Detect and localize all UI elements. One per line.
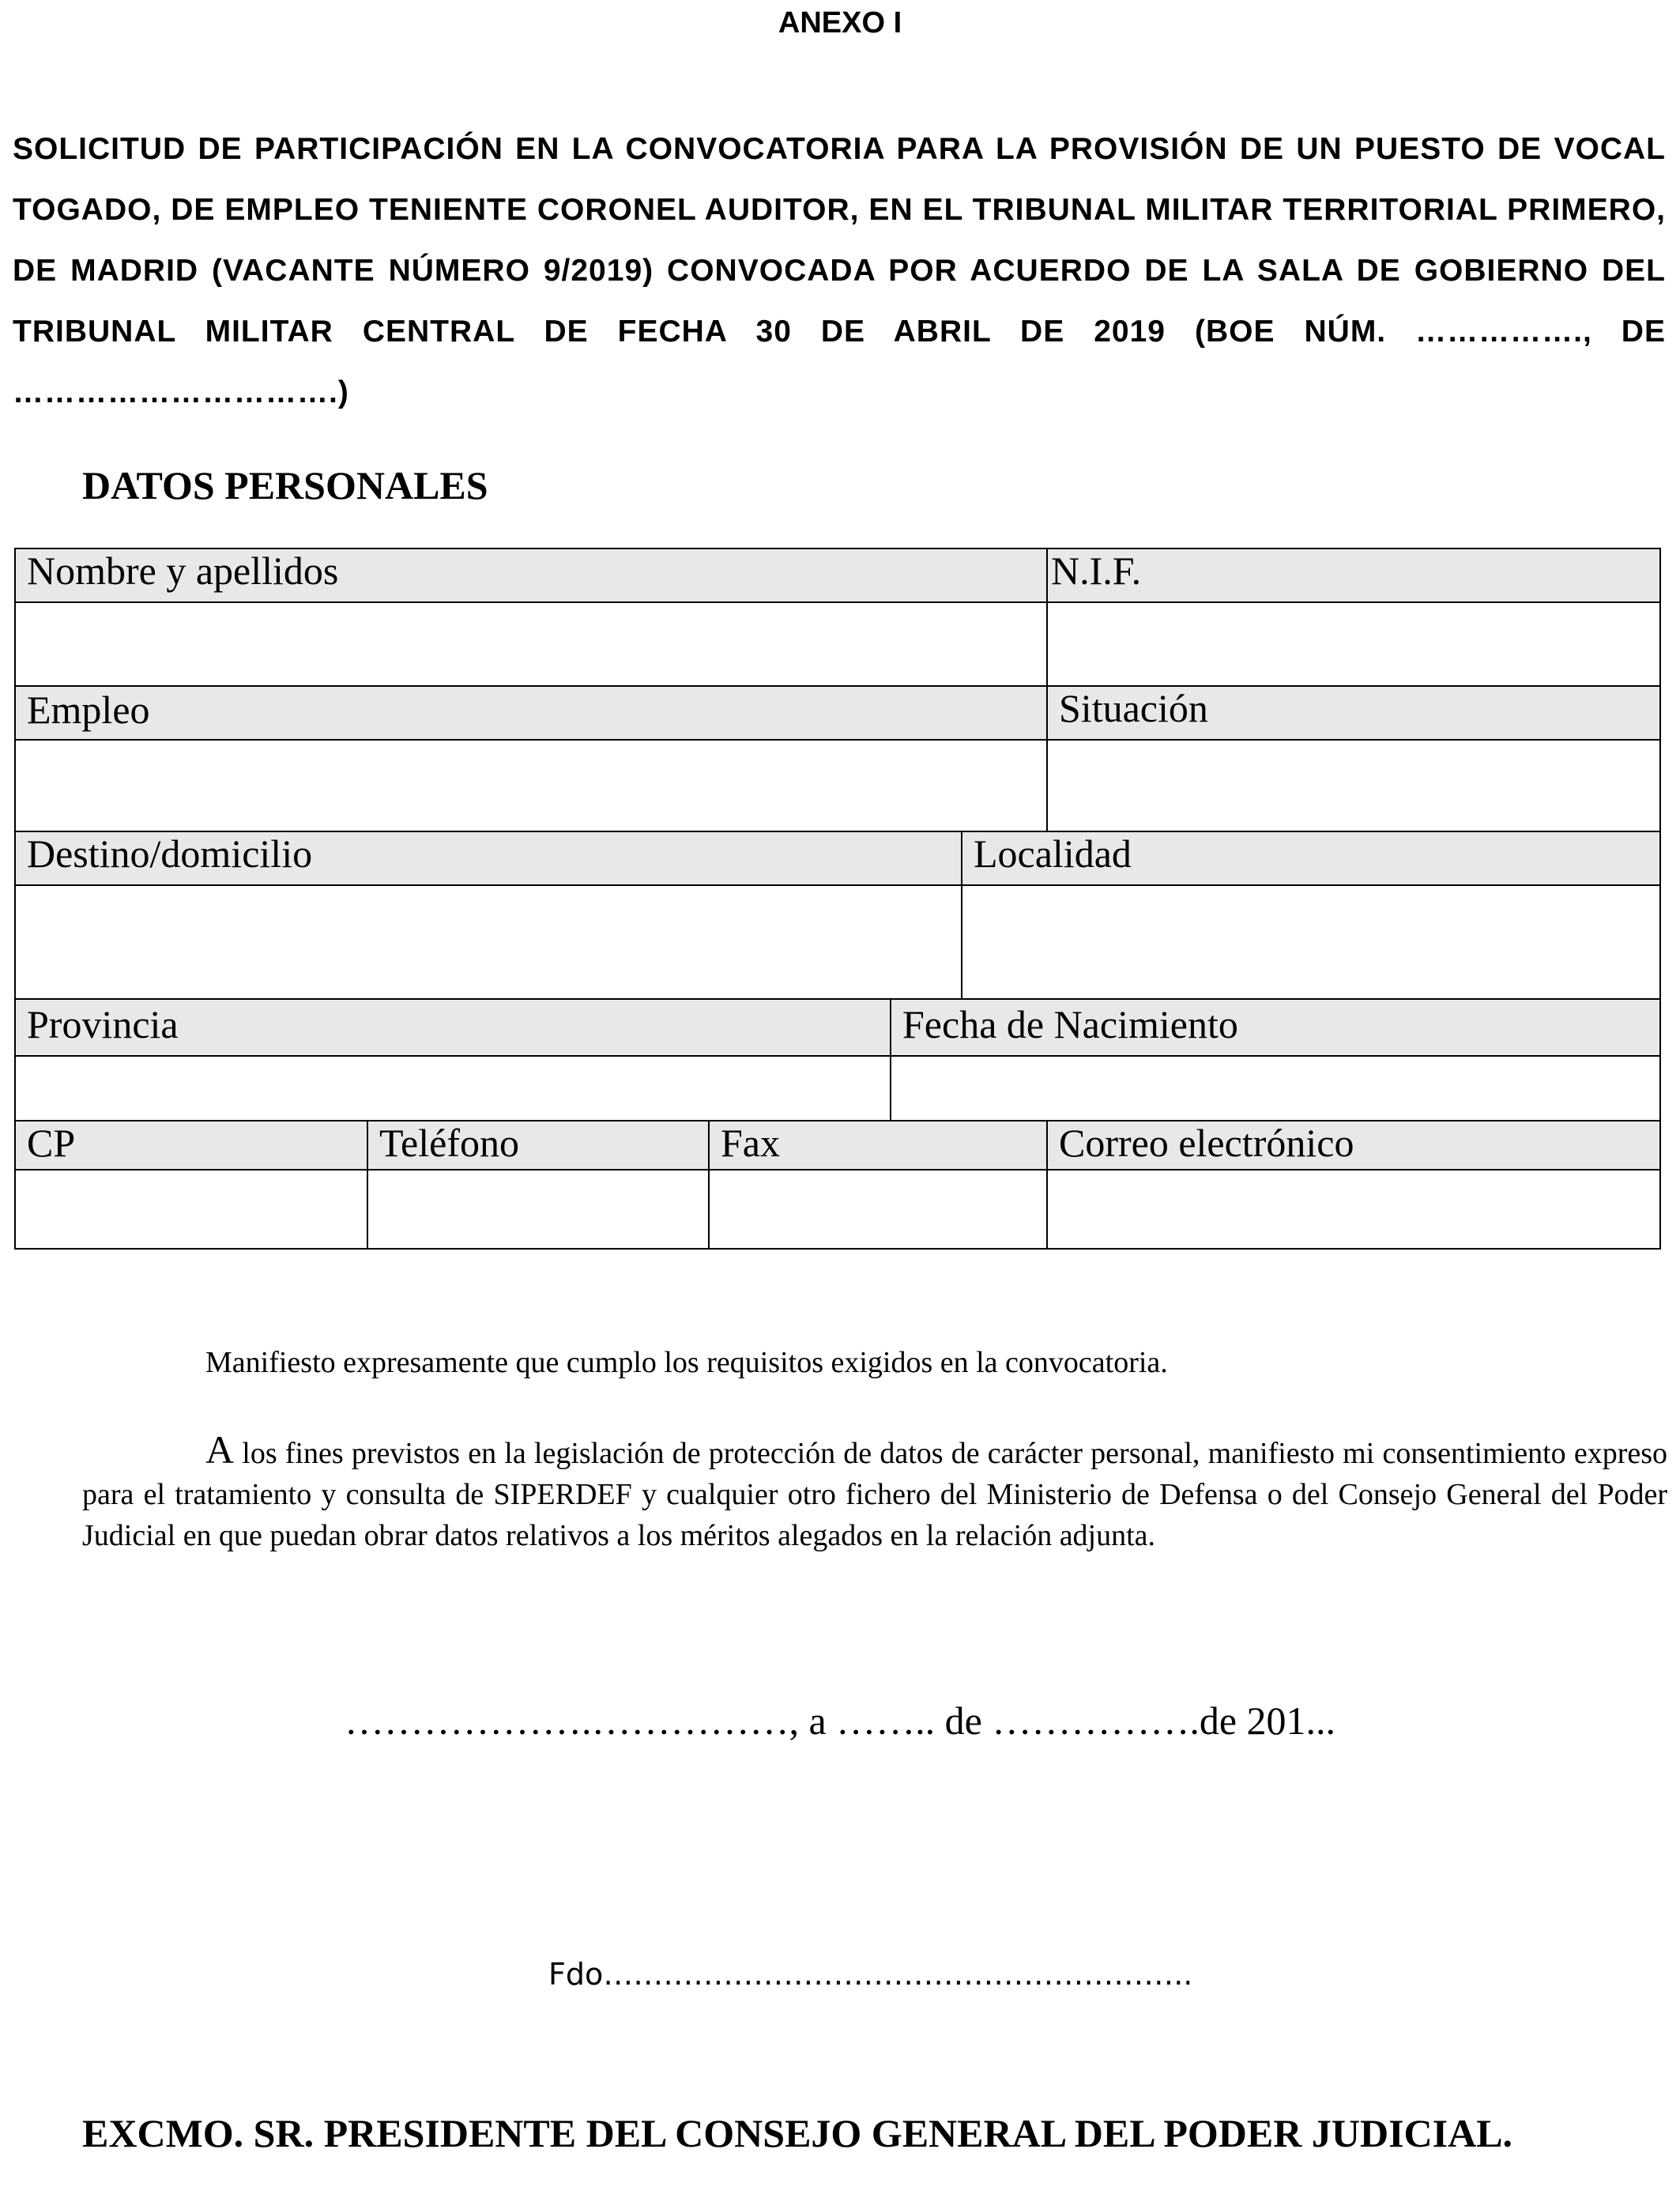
data-consent-statement xyxy=(82,1429,1667,1556)
addressee: EXCMO. SR. PRESIDENTE DEL CONSEJO GENERAL DEL PODER JUDICIAL. xyxy=(82,2111,1513,2155)
input-empleo[interactable] xyxy=(14,739,1048,832)
label-empleo: Empleo xyxy=(14,685,1048,741)
annex-title: ANEXO I xyxy=(778,6,902,40)
label-fecha-nacimiento: Fecha de Nacimiento xyxy=(890,998,1661,1057)
input-destino[interactable] xyxy=(14,884,962,1000)
personal-data-form xyxy=(14,548,1661,1250)
input-telefono[interactable] xyxy=(367,1169,710,1250)
label-cp: CP xyxy=(14,1120,368,1171)
consent-initial: A xyxy=(205,1427,235,1472)
input-nif[interactable] xyxy=(1046,601,1661,687)
input-fax[interactable] xyxy=(708,1169,1048,1250)
input-cp[interactable] xyxy=(14,1169,368,1250)
label-nif: N.I.F. xyxy=(1046,548,1661,603)
input-localidad[interactable] xyxy=(961,884,1661,1000)
input-correo[interactable] xyxy=(1046,1169,1661,1250)
label-provincia: Provincia xyxy=(14,998,891,1057)
label-nombre: Nombre y apellidos xyxy=(14,548,1048,603)
place-date-line: ……………….……………, a …….. de …………….de 201... xyxy=(344,1698,1336,1743)
label-destino: Destino/domicilio xyxy=(14,831,962,886)
consent-text: los fines previstos en la legislación de protección de datos de carácter personal, manifiesto mi consentimiento expreso para el tratamiento y consulta de SIPERDEF y cualquier otro fichero del Ministerio de Defensa o del Consejo General del Poder Judicial en que puedan obrar datos relativos a los méritos alegados en la relación adjunta. xyxy=(82,1437,1667,1552)
input-nombre[interactable] xyxy=(14,601,1048,687)
signature-line: Fdo………………………………………………….. xyxy=(548,1957,1193,1992)
application-heading: SOLICITUD DE PARTICIPACIÓN EN LA CONVOCATORIA PARA LA PROVISIÓN DE UN PUESTO DE VOCAL TOGADO, DE EMPLEO TENIENTE CORONEL AUDITOR, EN EL TRIBUNAL MILITAR TERRITORIAL PRIMERO, DE MADRID (VACANTE NÚMERO 9/2019) CONVOCADA POR ACUERDO DE LA SALA DE GOBIERNO DEL TRIBUNAL MILITAR CENTRAL DE FECHA 30 DE ABRIL DE 2019 (BOE NÚM. ……………., DE ………………………….) xyxy=(13,132,1666,409)
requirements-statement: Manifiesto expresamente que cumplo los requisitos exigidos en la convocatoria. xyxy=(205,1346,1168,1379)
input-provincia[interactable] xyxy=(14,1055,891,1122)
label-fax: Fax xyxy=(708,1120,1048,1171)
label-situacion: Situación xyxy=(1046,685,1661,741)
input-situacion[interactable] xyxy=(1046,739,1661,832)
label-telefono: Teléfono xyxy=(367,1120,710,1171)
input-fecha-nacimiento[interactable] xyxy=(890,1055,1661,1122)
section-title: DATOS PERSONALES xyxy=(82,463,488,507)
label-correo: Correo electrónico xyxy=(1046,1120,1661,1171)
label-localidad: Localidad xyxy=(961,831,1661,886)
